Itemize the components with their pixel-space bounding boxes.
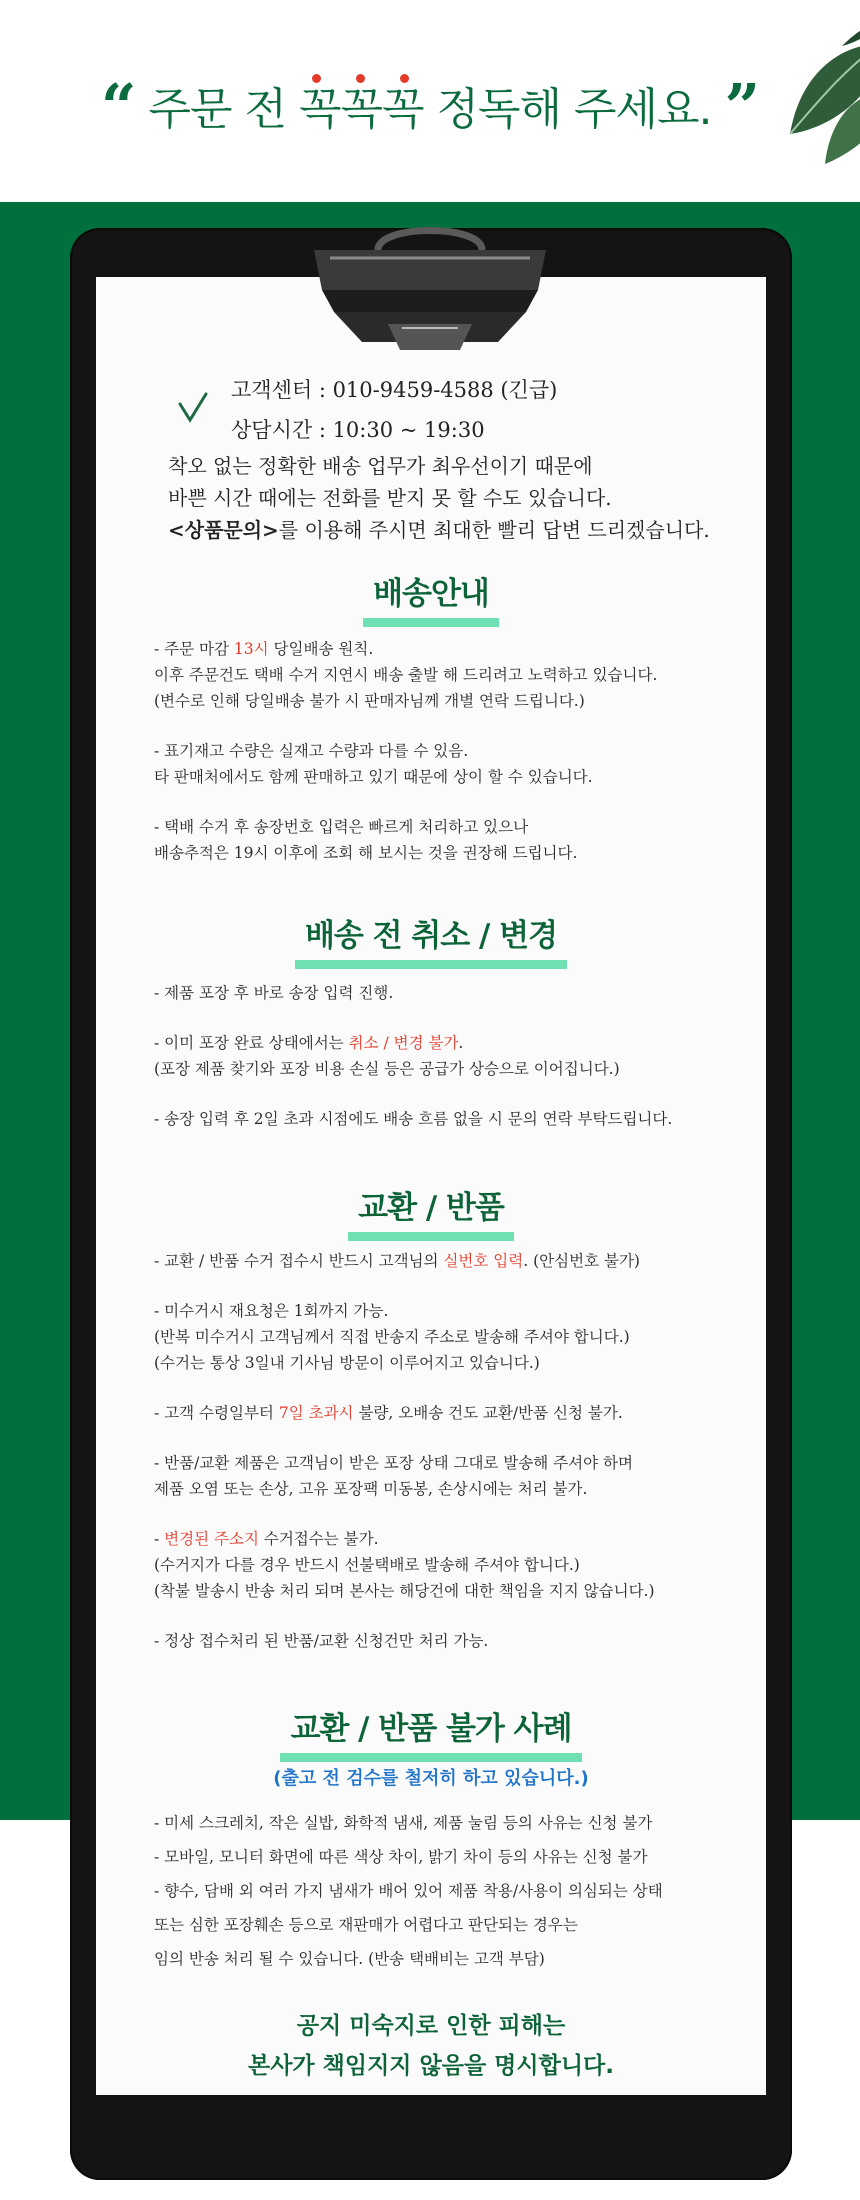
list-item-line: 또는 심한 포장훼손 등으로 재판매가 어렵다고 판단되는 경우는 xyxy=(154,1916,578,1934)
contact-info xyxy=(231,370,557,450)
leaf-icon xyxy=(730,24,860,174)
list-item: - 제품 포장 후 바로 송장 입력 진행. xyxy=(154,984,394,1002)
clipboard-clip-icon xyxy=(302,220,558,360)
list-item-line: (반복 미수거시 고객님께서 직접 반송지 주소로 발송해 주셔야 합니다.) xyxy=(154,1328,630,1346)
text-part: . (안심번호 불가) xyxy=(523,1252,640,1270)
contact-hours: 상담시간 : 10:30 ~ 19:30 xyxy=(231,418,485,442)
product-inquiry-label: <상품문의> xyxy=(168,518,279,542)
intro-line: 바쁜 시간 때에는 전화를 받지 못 할 수도 있습니다. xyxy=(168,486,612,510)
section-title-text: 배송 전 취소 / 변경 xyxy=(299,910,563,955)
cancel-list xyxy=(154,980,672,1132)
returns-list xyxy=(154,1248,655,1654)
list-item xyxy=(154,636,657,662)
text-part: - 고객 수령일부터 xyxy=(154,1404,279,1422)
text-part: . xyxy=(458,1034,464,1052)
intro-text xyxy=(168,450,710,546)
list-item: - 미수거시 재요청은 1회까지 가능. xyxy=(154,1302,389,1320)
list-item xyxy=(154,1248,655,1274)
list-item: - 모바일, 모니터 화면에 따른 색상 차이, 밝기 차이 등의 사유는 신청 불가 xyxy=(154,1848,648,1866)
closing-statement xyxy=(96,2006,766,2086)
list-item: - 정상 접수처리 된 반품/교환 신청건만 처리 가능. xyxy=(154,1632,489,1650)
section-title-impossible xyxy=(96,1703,766,1748)
intro-line-rest: 를 이용해 주시면 최대한 빨리 답변 드리겠습니다. xyxy=(278,518,710,542)
section-title-shipping xyxy=(96,568,766,613)
section-title-cancel xyxy=(96,910,766,955)
list-item: - 택배 수거 후 송장번호 입력은 빠르게 처리하고 있으나 xyxy=(154,818,529,836)
closing-line: 본사가 책임지지 않음을 명시합니다. xyxy=(247,2053,615,2079)
hero-header xyxy=(0,0,860,202)
closing-line: 공지 미숙지로 인한 피해는 xyxy=(296,2013,566,2039)
text-part: 불량, 오배송 건도 교환/반품 신청 불가. xyxy=(353,1404,623,1422)
title-emphasis: 꼭꼭꼭 xyxy=(299,73,424,137)
list-item xyxy=(154,1400,655,1426)
list-item-line: 제품 오염 또는 손상, 고유 포장팩 미동봉, 손상시에는 처리 불가. xyxy=(154,1480,588,1498)
list-item: - 향수, 담배 외 여러 가지 냄새가 배어 있어 제품 착용/사용이 의심되는 상태 xyxy=(154,1882,663,1900)
text-part: - xyxy=(154,1530,165,1548)
list-item: - 표기재고 수량은 실재고 수량과 다를 수 있음. xyxy=(154,742,469,760)
section-title-returns xyxy=(96,1182,766,1227)
list-item-line: 타 판매처에서도 함께 판매하고 있기 때문에 상이 할 수 있습니다. xyxy=(154,768,593,786)
title-before: 주문 전 xyxy=(148,84,299,135)
list-item-line: (수거는 통상 3일내 기사님 방문이 이루어지고 있습니다.) xyxy=(154,1354,540,1372)
list-item: - 송장 입력 후 2일 초과 시점에도 배송 흐름 없을 시 문의 연락 부탁드립니다. xyxy=(154,1110,673,1128)
list-item xyxy=(154,1526,655,1552)
list-item xyxy=(154,1030,672,1056)
section-title-text: 교환 / 반품 xyxy=(352,1182,510,1227)
highlight-red: 실번호 입력 xyxy=(443,1252,524,1270)
highlight-red: 취소 / 변경 불가 xyxy=(348,1034,459,1052)
list-item-line: 임의 반송 처리 될 수 있습니다. (반송 택배비는 고객 부담) xyxy=(154,1950,545,1968)
quote-open-icon: “ xyxy=(100,70,136,143)
list-item-line: (포장 제품 찾기와 포장 비용 손실 등은 공급가 상승으로 이어집니다.) xyxy=(154,1060,620,1078)
list-item-line: 배송추적은 19시 이후에 조회 해 보시는 것을 권장해 드립니다. xyxy=(154,844,578,862)
text-part: - 교환 / 반품 수거 접수시 반드시 고객님의 xyxy=(154,1252,444,1270)
inspection-note: (출고 전 검수를 철저히 하고 있습니다.) xyxy=(273,1768,589,1789)
list-item-line: (착불 발송시 반송 처리 되며 본사는 해당건에 대한 책임을 지지 않습니다.) xyxy=(154,1582,655,1600)
contact-phone: 고객센터 : 010-9459-4588 (긴급) xyxy=(231,378,558,402)
highlight-red: 13시 xyxy=(233,640,269,658)
impossible-list xyxy=(154,1806,663,1976)
list-item-line: 이후 주문건도 택배 수거 지연시 배송 출발 해 드리려고 노력하고 있습니다. xyxy=(154,666,658,684)
text-part: 수거접수는 불가. xyxy=(258,1530,379,1548)
list-item-line: (수거지가 다를 경우 반드시 선불택배로 발송해 주셔야 합니다.) xyxy=(154,1556,580,1574)
intro-line xyxy=(168,514,710,546)
intro-line: 착오 없는 정확한 배송 업무가 최우선이기 때문에 xyxy=(168,454,593,478)
highlight-red: 7일 초과시 xyxy=(278,1404,354,1422)
shipping-list xyxy=(154,636,657,866)
highlight-red: 변경된 주소지 xyxy=(164,1530,259,1548)
section-title-text: 교환 / 반품 불가 사례 xyxy=(284,1703,577,1748)
list-item-line: (변수로 인해 당일배송 불가 시 판매자님께 개별 연락 드립니다.) xyxy=(154,692,585,710)
text-part: - 이미 포장 완료 상태에서는 xyxy=(154,1034,349,1052)
quote-close-icon: ” xyxy=(724,70,760,143)
list-item: - 반품/교환 제품은 고객님이 받은 포장 상태 그대로 발송해 주셔야 하며 xyxy=(154,1454,633,1472)
list-item: - 미세 스크레치, 작은 실밥, 화학적 냄새, 제품 눌림 등의 사유는 신청 불가 xyxy=(154,1814,653,1832)
check-icon xyxy=(178,390,208,424)
title-after: 정독해 주세요. xyxy=(423,84,712,135)
text-part: 당일배송 원칙. xyxy=(268,640,374,658)
text-part: - 주문 마감 xyxy=(154,640,234,658)
section-title-text: 배송안내 xyxy=(367,568,495,613)
